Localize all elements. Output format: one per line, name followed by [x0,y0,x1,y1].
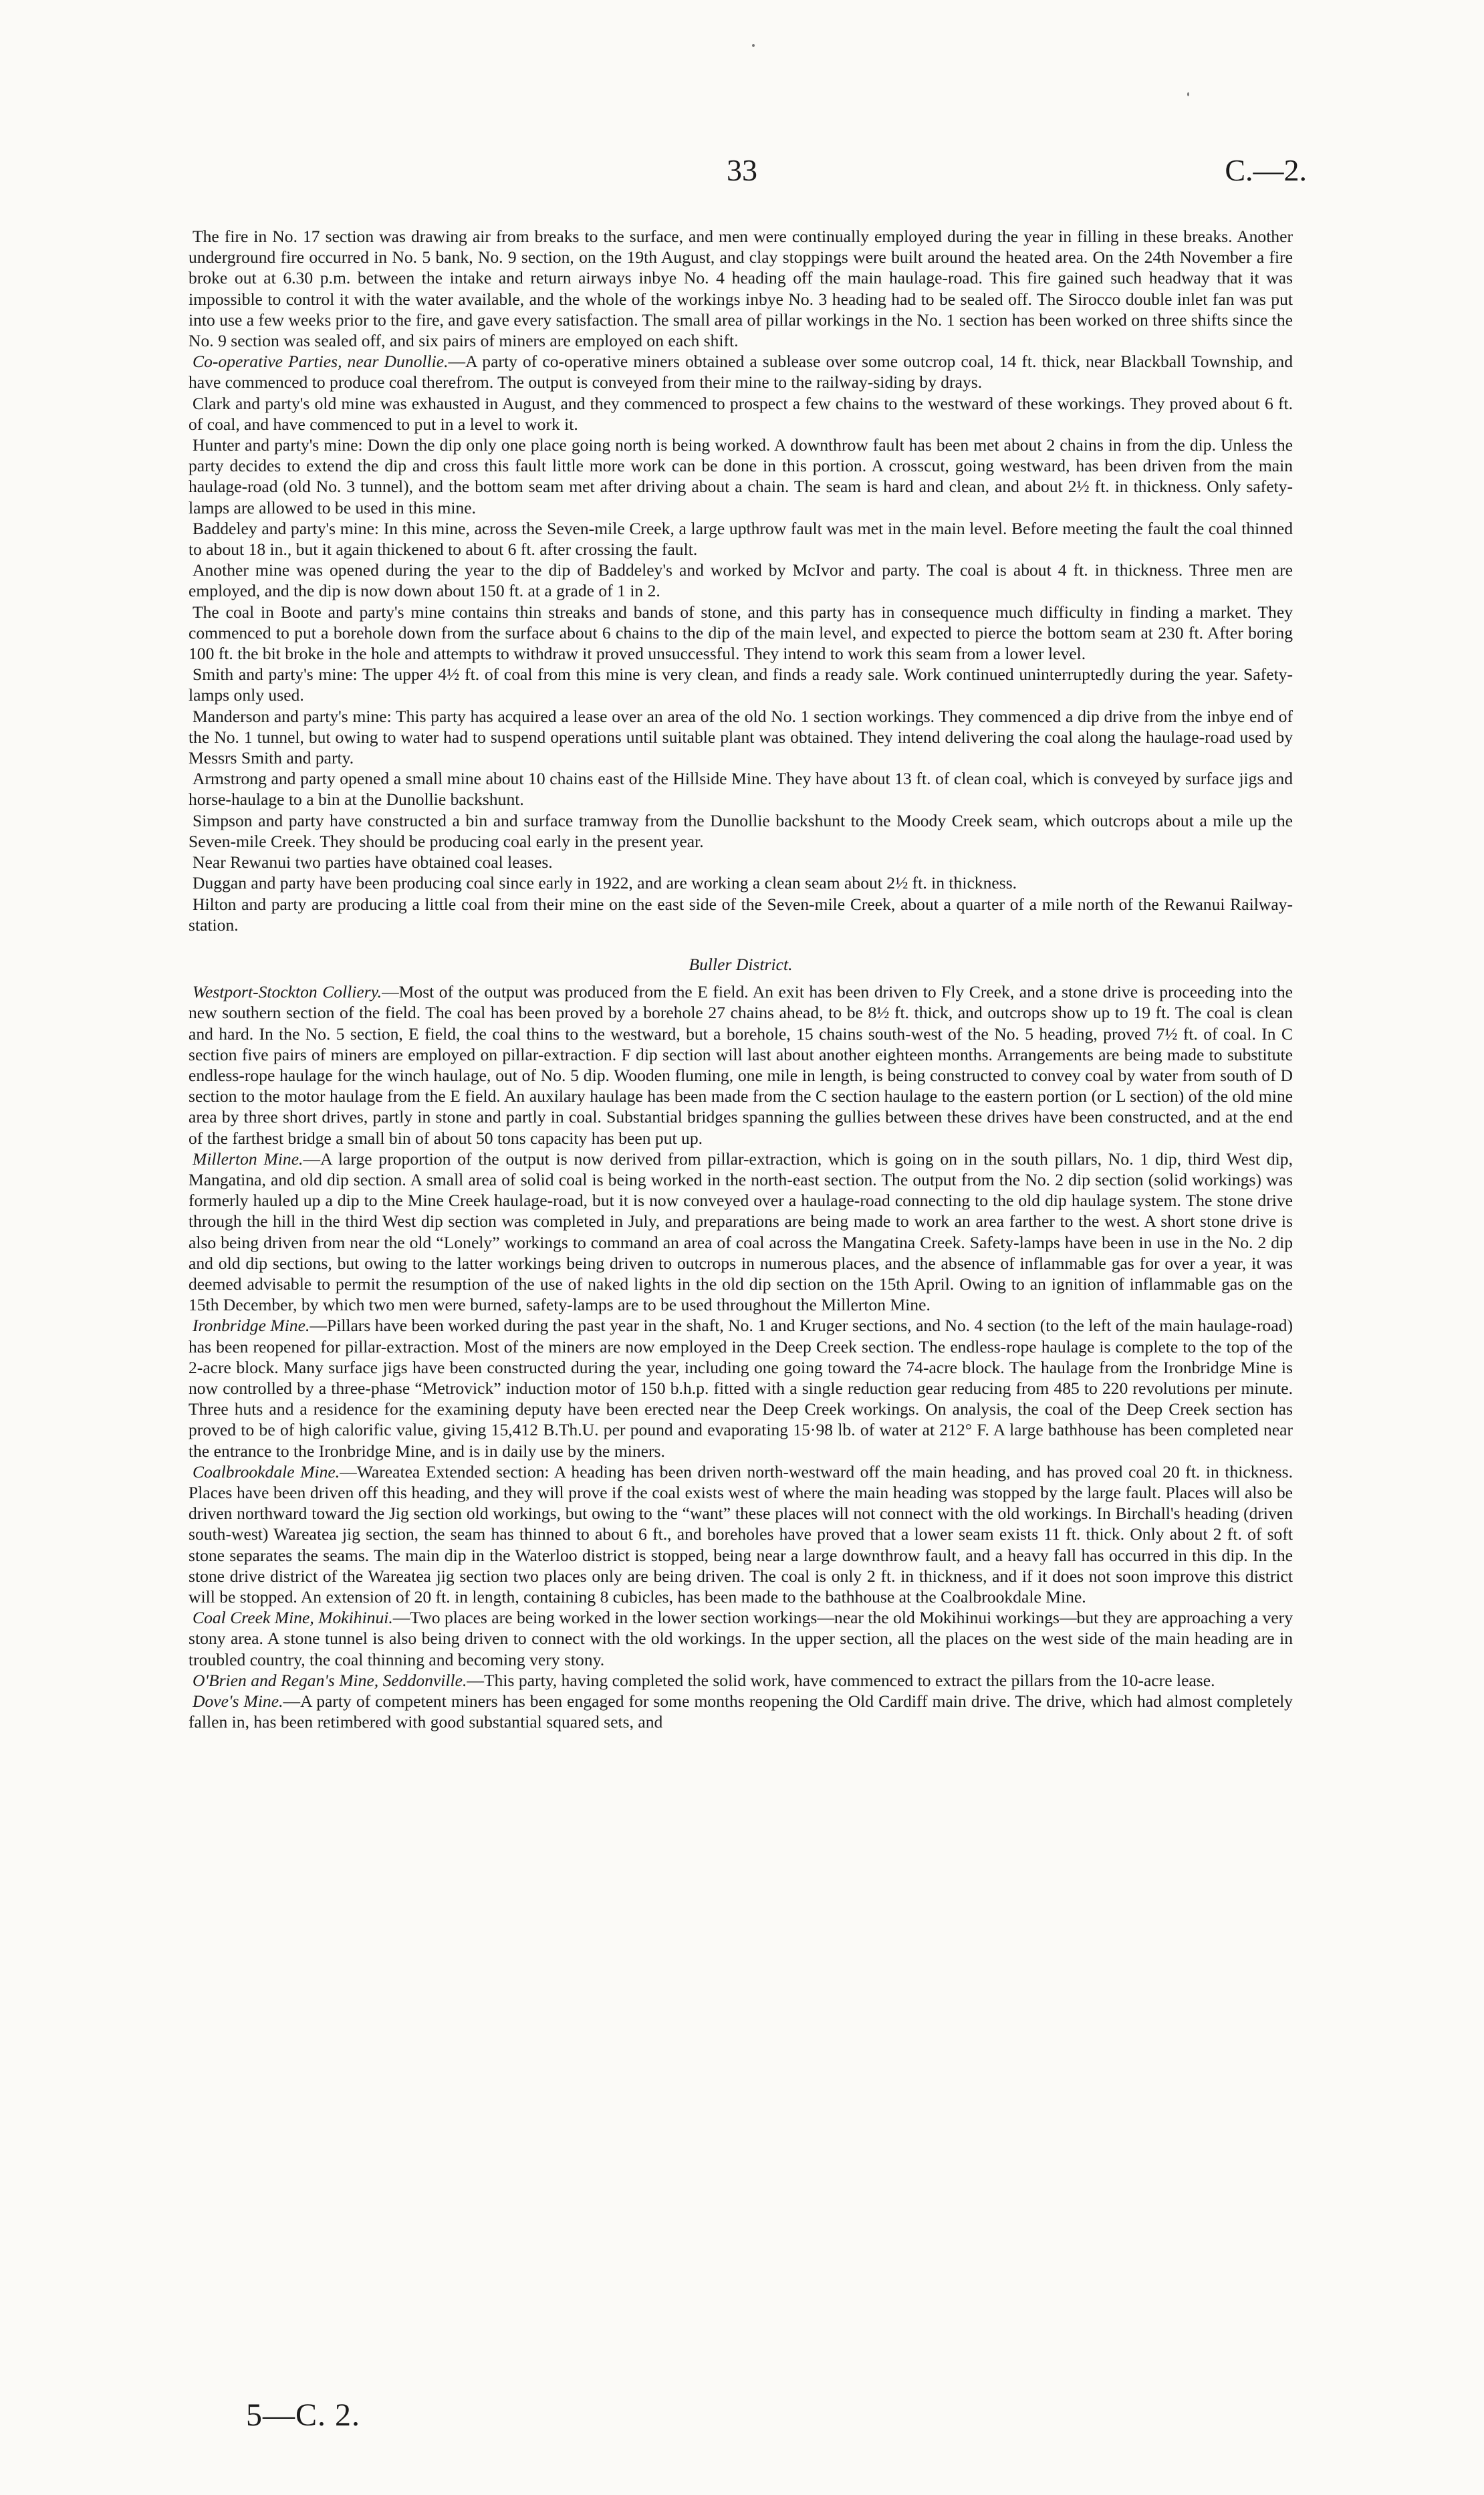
paragraph-text: —This party, having completed the solid work, have commenced to extract the pillars from the 10-acre lease. [467,1670,1215,1690]
run-in-heading: O'Brien and Regan's Mine, Seddonville. [193,1670,467,1690]
paragraph-cooperative-parties [189,351,1293,392]
run-in-heading: Co-operative Parties, near Dunollie. [193,352,449,372]
paragraph-hilton: Hilton and party are producing a little coal from their mine on the east side of the Seven-mile Creek, about a quarter of a mile north of the Rewanui Railway-station. [189,894,1293,935]
run-in-heading: Coal Creek Mine, Mokihinui. [193,1608,393,1628]
paragraph-ironbridge [189,1315,1293,1461]
run-in-heading: Dove's Mine. [193,1691,283,1711]
paragraph-fire-no17: The fire in No. 17 section was drawing air from breaks to the surface, and men were continually employed during the year in filling in these breaks. Another underground fire occurred in No. 5 bank, No. 9 section, on the 19th August, and clay stoppings were built around the heated area. On the 24th November a fire broke out at 6.30 p.m. between the intake and return airways inbye No. 4 heading off the main haulage-road. This fire gained such headway that it was impossible to control it with the water available, and the whole of the workings inbye No. 3 heading had to be sealed off. The Sirocco double inlet fan was put into use a few weeks prior to the fire, and gave every satisfaction. The small area of pillar workings in the No. 1 section has been worked on three shifts since the No. 9 section was sealed off, and six pairs of miners are employed on each shift. [189,227,1293,351]
paragraph-smith: Smith and party's mine: The upper 4½ ft. of coal from this mine is very clean, and finds a ready sale. Work continued uninterruptedly during the year. Safety-lamps only used. [189,665,1293,705]
paragraph-text: —Pillars have been worked during the past year in the shaft, No. 1 and Kruger sections, and No. 4 section (to the left of the main haulage-road) has been reopened for pillar-extraction. Most of the miners are now employed in the Deep Creek section. The endless-rope haulage is complete to the top of the 2-acre block. Many surface jigs have been constructed during the year, including one going toward the 74-acre block. The haulage from the Ironbridge Mine is now controlled by a three-phase “Metrovick” induction motor of 150 b.h.p. fitted with a single reduction gear reducing from 485 to 220 revolutions per minute. Three huts and a residence for the examining deputy have been erected near the Deep Creek workings. On analysis, the coal of the Deep Creek section has proved to be of high calorific value, giving 15,412 B.Th.U. per pound and evaporating 15·98 lb. of water at 212° F. A large bathhouse has been completed near the entrance to the Ironbridge Mine, and is in daily use by the miners. [189,1316,1293,1461]
section-heading-buller: Buller District. [689,954,793,974]
body-text [189,226,1293,1732]
paragraph-westport-stockton [189,981,1293,1149]
run-in-heading: Ironbridge Mine. [193,1316,310,1336]
paragraph-text: —Two places are being worked in the lower section workings—near the old Mokihinui workings—but they are approaching a very stony area. A stone tunnel is also being driven to connect with the old workings. In the upper section, all the places on the west side of the main heading are in troubled country, the coal thinning and becoming very stony. [189,1608,1293,1669]
paragraph-hunter: Hunter and party's mine: Down the dip only one place going north is being worked. A downthrow fault has been met about 2 chains in from the dip. Unless the party decides to extend the dip and cross this fault little more work can be done in this portion. A crosscut, going westward, has been driven from the main haulage-road (old No. 3 tunnel), and the bottom seam met after driving about a chain. The seam is hard and clean, and about 2½ ft. in thickness. Only safety-lamps are allowed to be used in this mine. [189,435,1293,517]
paragraph-simpson: Simpson and party have constructed a bin and surface tramway from the Dunollie backshunt to the Moody Creek seam, which outcrops about a mile up the Seven-mile Creek. They should be producing coal early in the present year. [189,810,1293,851]
paragraph-doves-mine [189,1691,1293,1732]
paragraph-millerton [189,1149,1293,1316]
paragraph-rewanui: Near Rewanui two parties have obtained coal leases. [193,852,553,872]
paragraph-mcivor: Another mine was opened during the year to the dip of Baddeley's and worked by McIvor and party. The coal is about 4 ft. in thickness. Three men are employed, and the dip is now down about 150 ft. at a grade of 1 in 2. [189,560,1293,601]
paragraph-text: —A party of competent miners has been engaged for some months reopening the Old Cardiff main drive. The drive, which had almost completely fallen in, has been retimbered with good substantial squared sets, and [189,1691,1293,1732]
paragraph-clark: Clark and party's old mine was exhausted in August, and they commenced to prospect a few chains to the westward of these workings. They proved about 6 ft. of coal, and have commenced to put in a level to work it. [189,393,1293,434]
run-in-heading: Coalbrookdale Mine. [193,1461,340,1481]
paragraph-duggan: Duggan and party have been producing coal since early in 1922, and are working a clean seam about 2½ ft. in thickness. [193,873,1017,893]
document-code: C.—2. [1225,153,1307,187]
paragraph-armstrong: Armstrong and party opened a small mine about 10 chains east of the Hillside Mine. They have about 13 ft. of clean coal, which is conveyed by surface jigs and horse-haulage to a bin at the Dunollie backshunt. [189,769,1293,810]
scan-speck [752,44,755,47]
paragraph-manderson: Manderson and party's mine: This party has acquired a lease over an area of the old No. 1 section workings. They commenced a dip drive from the inbye end of the No. 1 tunnel, but owing to water had to suspend operations until suitable plant was obtained. They intend delivering the coal along the haulage-road used by Messrs Smith and party. [189,706,1293,768]
paragraph-obrien-regan [189,1670,1293,1691]
paragraph-boote: The coal in Boote and party's mine contains thin streaks and bands of stone, and this party has in consequence much difficulty in finding a market. They commenced to put a borehole down from the surface about 6 chains to the dip of the main level, and expected to pierce the bottom seam at 230 ft. After boring 100 ft. the bit broke in the hole and attempts to withdraw it proved unsuccessful. They intend to work this seam from a lower level. [189,602,1293,664]
paragraph-text: —A party of co-operative miners obtained a sublease over some outcrop coal, 14 ft. thick, near Blackball Township, and have commenced to produce coal therefrom. The output is conveyed from their mine to the railway-siding by drays. [189,352,1293,392]
paragraph-text: —Wareatea Extended section: A heading has been driven north-westward off the main heading, and has proved coal 20 ft. in thickness. Places have been driven off this heading, and they will prove if the coal exists west of where the main heading was stopped by the large fault. Places will also be driven northward toward the Jig section old workings, but owing to the “want” these places will not connect with the old workings. In Birchall's heading (driven south-west) Wareatea jig section, the seam has thinned to about 6 ft., and boreholes have proved that a lower seam exists 11 ft. thick. Only about 2 ft. of soft stone separates the seams. The main dip in the Waterloo district is stopped, being near a large downthrow fault, and a heavy fall has occurred in this dip. In the stone drive district of the Wareatea jig section two places only are being driven. The coal is only 2 ft. in thickness, and if it does not soon improve this district will be stopped. An extension of 20 ft. in length, containing 8 cubicles, has been made to the bathhouse at the Coalbrookdale Mine. [189,1461,1293,1607]
paragraph-baddeley: Baddeley and party's mine: In this mine, across the Seven-mile Creek, a large upthrow fault was met in the main level. Before meeting the fault the coal thinned to about 18 in., but it again thickened to about 6 ft. after crossing the fault. [189,518,1293,560]
paragraph-coal-creek [189,1607,1293,1670]
scan-speck [1187,92,1189,96]
run-in-heading: Millerton Mine. [193,1149,303,1169]
page-number: 33 [727,153,757,187]
footer-signature: 5—C. 2. [246,2397,361,2433]
paragraph-text: —Most of the output was produced from the E field. An exit has been driven to Fly Creek, and a stone drive is proceeding into the new southern section of the field. The coal has been proved by a borehole 27 chains ahead, to be 8½ ft. thick, and outcrops show up to 19 ft. The coal is clean and hard. In the No. 5 section, E field, the coal thins to the westward, but a borehole, 15 chains south-west of the No. 5 heading, proved 7½ ft. of coal. In C section five pairs of miners are employed on pillar-extraction. F dip section will last about another eighteen months. Arrangements are being made to substitute endless-rope haulage for the winch haulage, out of No. 5 dip. Wooden fluming, one mile in length, is being constructed to convey coal by water from south of D section to the motor haulage from the E field. An auxilary haulage has been made from the C section haulage to the eastern portion (or L section) of the old mine area by three short drives, partly in stone and partly in coal. Substantial bridges spanning the gullies between these drives have been constructed, and at the end of the farthest bridge a small bin of about 50 tons capacity has been put up. [189,982,1293,1148]
run-in-heading: Westport-Stockton Colliery. [193,982,382,1002]
paragraph-coalbrookdale [189,1461,1293,1607]
paragraph-text: —A large proportion of the output is now derived from pillar-extraction, which is going on in the south pillars, No. 1 dip, third West dip, Mangatina, and old dip section. A small area of solid coal is being worked in the north-east section. The output from the No. 2 dip section (solid workings) was formerly hauled up a dip to the Mine Creek haulage-road, but it is now conveyed over a haulage-road connecting to the old dip haulage system. The stone drive through the hill in the third West dip section was completed in July, and preparations are being made to work an area farther to the west. A short stone drive is also being driven from near the old “Lonely” workings to command an area of coal across the Mangatina Creek. Safety-lamps have been in use in the No. 2 dip and old dip sections, but owing to the latter workings being driven to outcrops in numerous places, and the absence of inflammable gas for over a year, it was deemed advisable to permit the resumption of the use of naked lights in the old dip section on the 15th April. Owing to an ignition of inflammable gas on the 15th December, by which two men were burned, safety-lamps are to be used throughout the Millerton Mine. [189,1149,1293,1315]
